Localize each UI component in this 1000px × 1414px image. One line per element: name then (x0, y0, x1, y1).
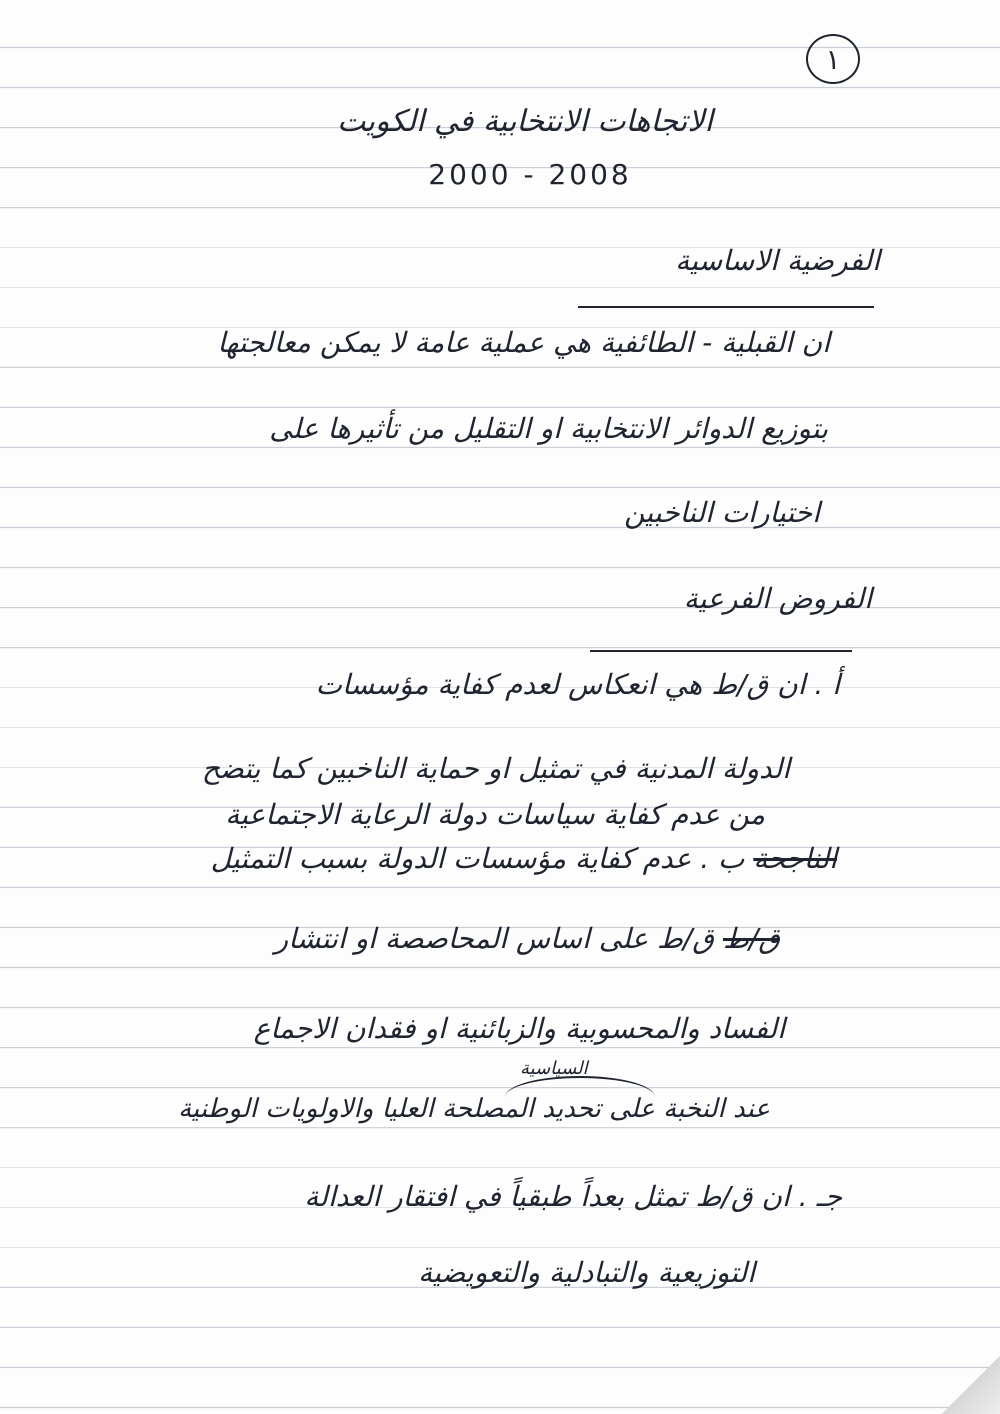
sub-hypothesis-b-line-1 (211, 842, 837, 875)
sub-hypothesis-b-line-2 (275, 922, 780, 955)
sub-hypothesis-b-line-4: عند النخبة على تحديد المصلحة العليا والاولويات الوطنية (178, 1094, 770, 1124)
sub-hypothesis-b-text: ق/ط على اساس المحاصصة او انتشار (274, 922, 715, 955)
page-number: ١ (825, 42, 841, 76)
main-hypothesis-heading: الفرضية الاساسية (675, 244, 880, 277)
struck-word: الناجحة (753, 842, 837, 875)
main-hypothesis-line-1: ان القبلية - الطائفية هي عملية عامة لا يمكن معالجتها (217, 326, 830, 359)
sub-hypothesis-a-line-2: الدولة المدنية في تمثيل او حماية الناخبين كما يتضح (201, 752, 790, 785)
sub-hypotheses-heading: الفروض الفرعية (683, 582, 872, 615)
main-hypothesis-line-3: اختيارات الناخبين (624, 496, 820, 529)
sub-hypothesis-c-line-2: التوزيعية والتبادلية والتعويضية (418, 1256, 755, 1289)
heading-underline (590, 650, 852, 652)
inserted-word: السياسية (520, 1058, 588, 1079)
folded-page-corner (942, 1356, 1000, 1414)
sub-hypothesis-c-line-1: جـ . ان ق/ط تمثل بعداً طبقياً في افتقار العدالة (304, 1180, 842, 1213)
page-number-circle (806, 34, 860, 84)
struck-word: ق/ط (722, 922, 780, 955)
main-hypothesis-line-2: بتوزيع الدوائر الانتخابية او التقليل من تأثيرها على (269, 412, 828, 445)
heading-underline (578, 306, 874, 308)
page-title: الاتجاهات الانتخابية في الكويت (337, 104, 713, 139)
sub-hypothesis-a-line-1: أ . ان ق/ط هي انعكاس لعدم كفاية مؤسسات (315, 668, 840, 701)
sub-hypothesis-b-line-3: الفساد والمحسوبية والزبائنية او فقدان الاجماع (253, 1012, 785, 1045)
year-range: 2000 - 2008 (428, 158, 632, 191)
sub-hypothesis-a-line-3: من عدم كفاية سياسات دولة الرعاية الاجتماعية (225, 798, 765, 831)
sub-hypothesis-b-text: ب . عدم كفاية مؤسسات الدولة بسبب التمثيل (210, 842, 745, 875)
